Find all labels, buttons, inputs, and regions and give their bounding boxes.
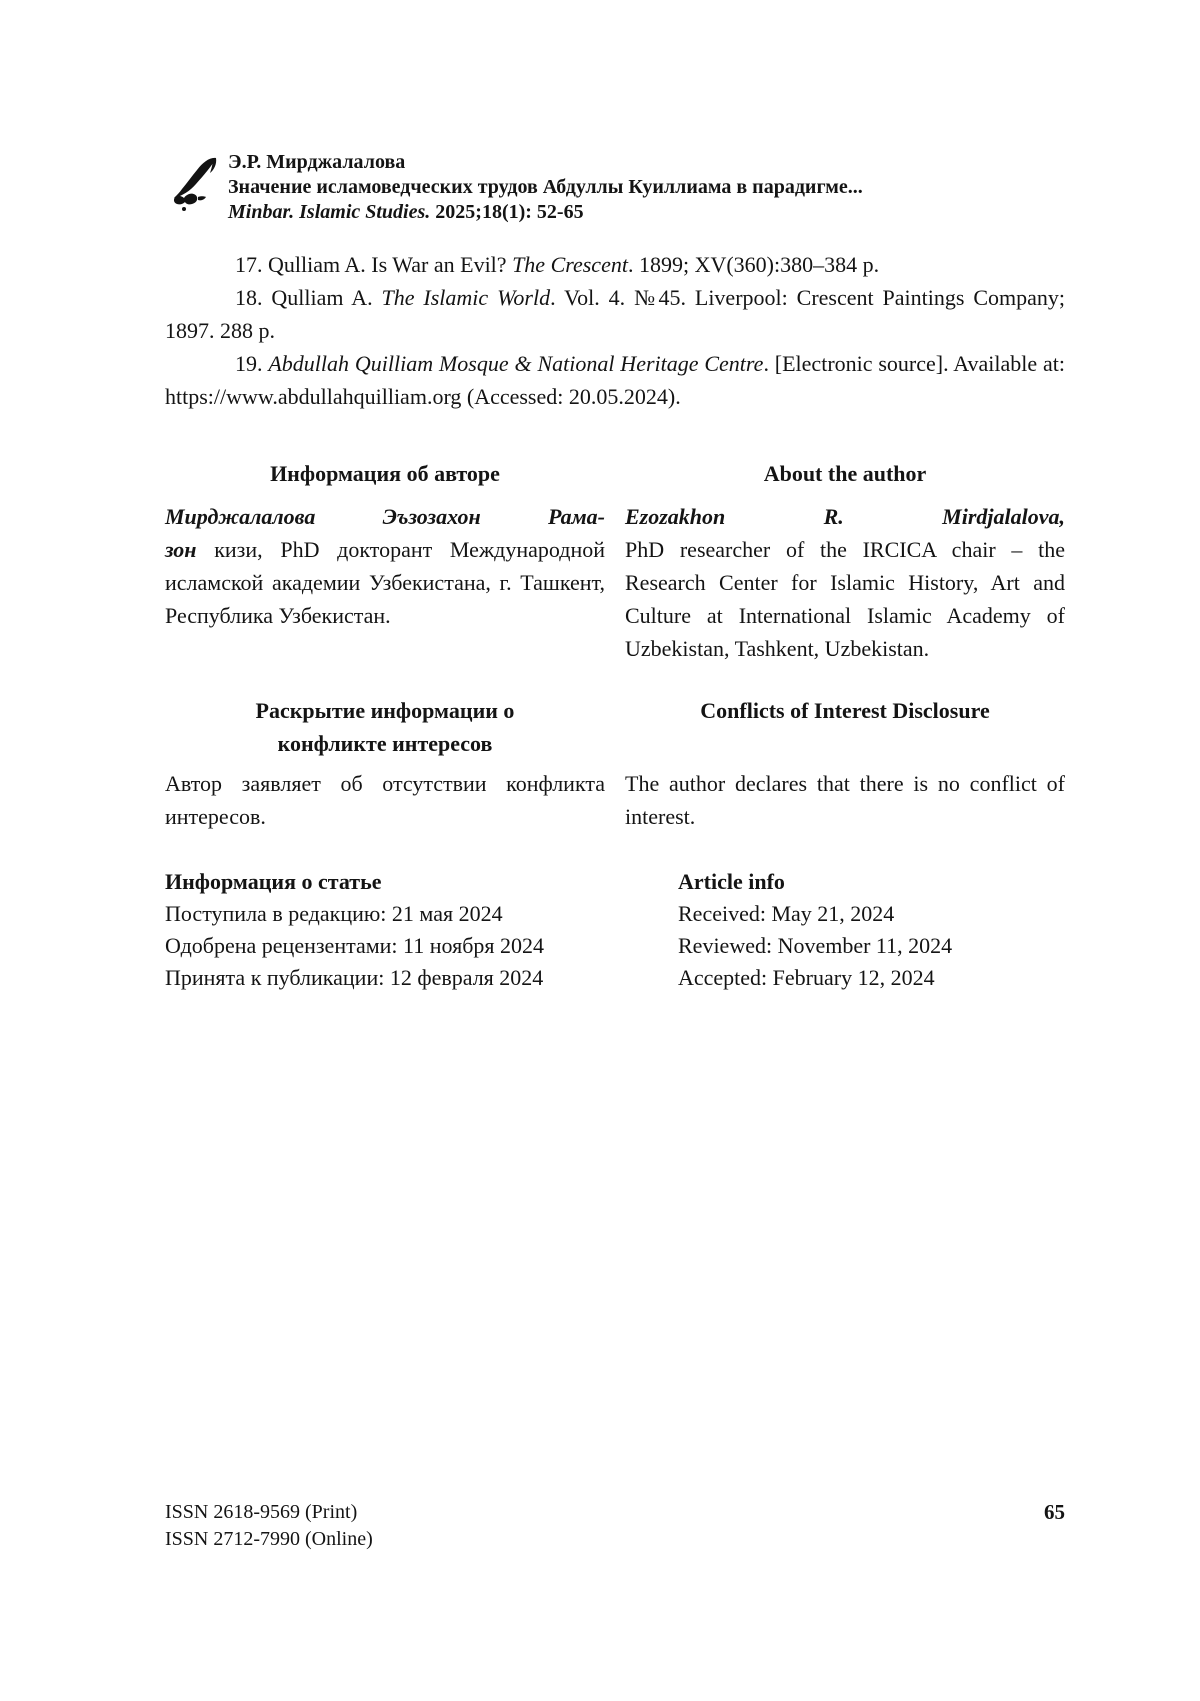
reference-item-18: 18. Qulliam A. The Islamic World. Vol. 4. №45. Liverpool: Crescent Paintings Company; 1897. 288 p. [165,285,1065,343]
article-info-reviewed-en: Reviewed: November 11, 2024 [678,933,953,958]
page-footer [165,1499,1065,1553]
running-head [228,150,1065,225]
article-info-received-en: Received: May 21, 2024 [678,901,895,926]
article-info-ru [165,866,605,994]
article-info-heading-ru: Информация о статье [165,869,382,894]
conflict-statement-en: The author declares that there is no conflict of interest. [625,771,1065,829]
about-author-heading-en: About the author [763,461,927,486]
conflict-headings [165,694,1065,760]
about-author-headings [165,457,1065,490]
article-info-accepted-ru: Принята к публикации: 12 февраля 2024 [165,965,544,990]
about-author-bodies [165,500,1065,665]
running-head-author: Э.Р. Мирджалалова [228,151,406,173]
running-head-title: Значение исламоведческих трудов Абдуллы Куиллиама в парадигме... [228,176,863,198]
article-info-received-ru: Поступила в редакцию: 21 мая 2024 [165,901,503,926]
author-affiliation-ru: зон кизи, PhD докторант Международной исламской академии Узбекистана, г. Ташкент, Республика Узбекистан. [165,537,605,628]
issn-online: ISSN 2712-7990 (Online) [165,1528,373,1550]
article-info-en [625,866,1065,994]
references-list [165,248,1065,413]
author-info-en [625,500,1065,665]
article-info-reviewed-ru: Одобрена рецензентами: 11 ноября 2024 [165,933,545,958]
reference-item-19: 19. Abdullah Quilliam Mosque & National Heritage Centre. [Electronic source]. Available at: https://www.abdullahquilliam.org (Accessed: 20.05.2024). [165,351,1065,409]
conflict-bodies [165,767,1065,833]
article-info-accepted-en: Accepted: February 12, 2024 [678,965,935,990]
conflict-heading-en: Conflicts of Interest Disclosure [700,698,990,723]
journal-logo [170,156,220,214]
about-author-heading-ru: Информация об авторе [270,461,500,486]
page-number: 65 [1044,1500,1065,1524]
minbar-calligraphy-icon [170,156,220,214]
author-name-ru: Мирджалалова Эъзозахон Рама- [165,504,605,529]
author-info-ru [165,500,605,665]
running-head-citation [228,200,1065,225]
journal-issue: 2025;18(1): 52-65 [430,201,584,223]
conflict-heading-ru: Раскрытие информации о конфликте интересов [255,698,515,756]
journal-name: Minbar. Islamic Studies. [228,201,431,223]
reference-item-17: 17. Qulliam A. Is War an Evil? The Crescent. 1899; XV(360):380–384 p. [235,252,880,277]
conflict-statement-ru: Автор заявляет об отсутствии конфликта интересов. [165,771,605,829]
article-info-heading-en: Article info [678,869,785,894]
article-info [165,866,1065,994]
author-name-en: Ezozakhon R. Mirdjalalova, [625,504,1065,529]
author-affiliation-en: PhD researcher of the IRCICA chair – the Research Center for Islamic History, Art and Culture at International Islamic Academy of Uzbekistan, Tashkent, Uzbekistan. [625,537,1065,661]
issn-print: ISSN 2618-9569 (Print) [165,1501,358,1523]
